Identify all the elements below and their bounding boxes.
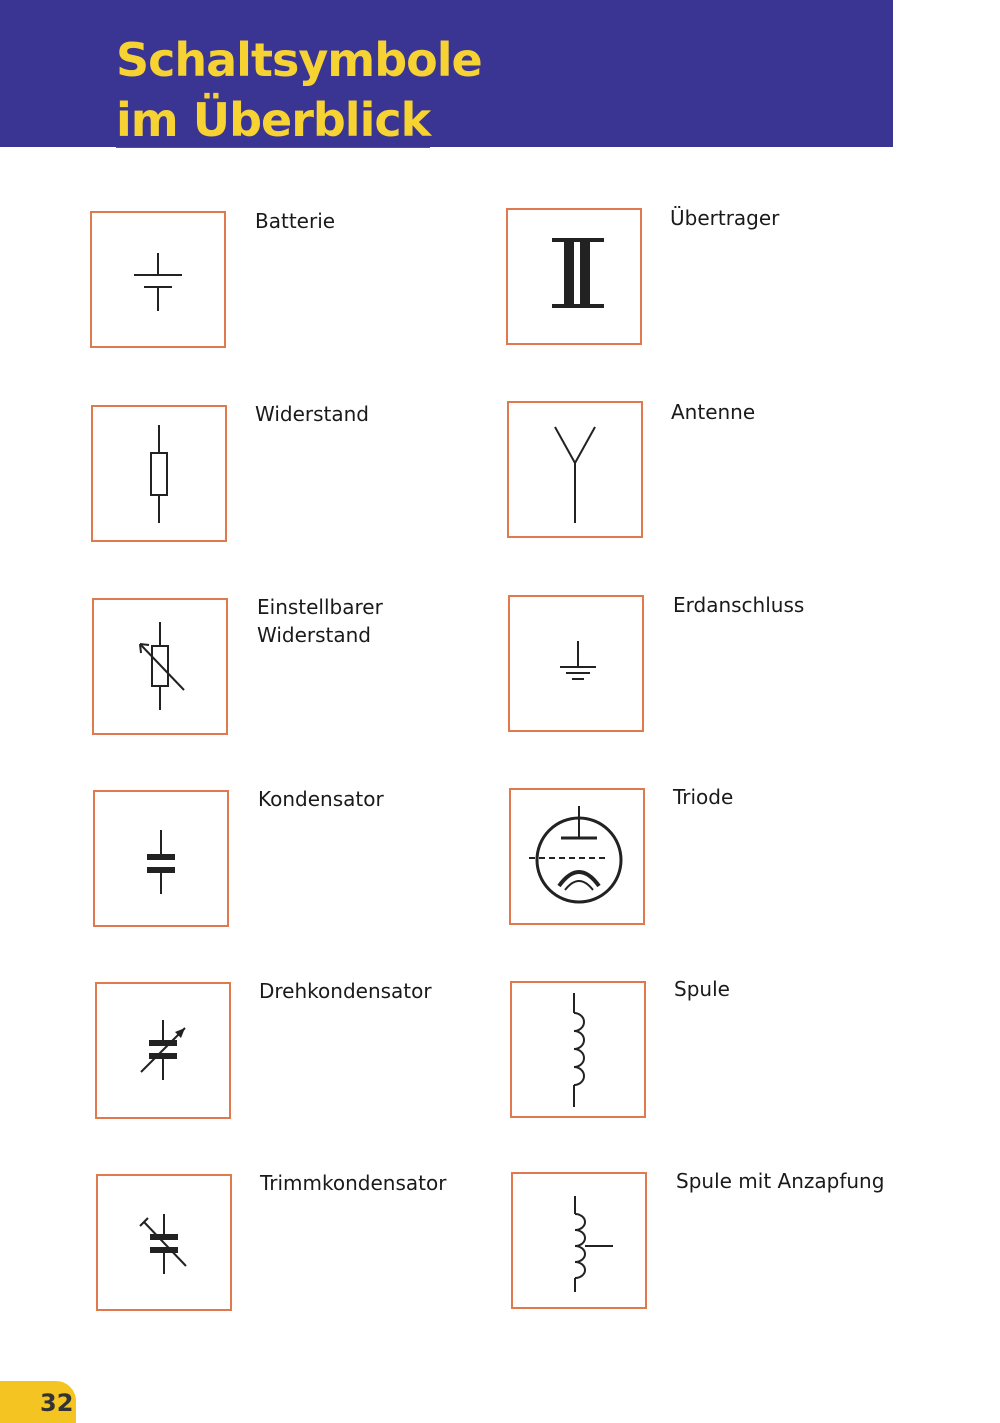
coil-icon bbox=[512, 983, 644, 1116]
symbol-box-coil bbox=[510, 981, 646, 1118]
symbol-box-capacitor bbox=[93, 790, 229, 927]
symbol-box-variable-capacitor bbox=[95, 982, 231, 1119]
page-number: 32 bbox=[40, 1389, 74, 1417]
label-triode: Triode bbox=[673, 785, 734, 809]
symbol-box-trimmer-capacitor bbox=[96, 1174, 232, 1311]
title-line-1: Schaltsymbole bbox=[116, 33, 482, 87]
ground-icon bbox=[510, 597, 642, 730]
label-transformer: Übertrager bbox=[670, 206, 780, 230]
label-antenna: Antenne bbox=[671, 400, 756, 424]
variable-resistor-icon bbox=[94, 600, 226, 733]
antenna-icon bbox=[509, 403, 641, 536]
symbol-box-battery bbox=[90, 211, 226, 348]
capacitor-icon bbox=[95, 792, 227, 925]
page-title bbox=[116, 30, 482, 150]
symbol-box-ground bbox=[508, 595, 644, 732]
resistor-icon bbox=[93, 407, 225, 540]
symbol-box-transformer bbox=[506, 208, 642, 345]
symbol-box-triode bbox=[509, 788, 645, 925]
label-resistor: Widerstand bbox=[255, 402, 370, 426]
transformer-icon bbox=[508, 210, 640, 343]
symbol-box-variable-resistor bbox=[92, 598, 228, 735]
title-line-2-text: im Überblick bbox=[116, 93, 431, 147]
trimmer-capacitor-icon bbox=[98, 1176, 230, 1309]
label-ground: Erdanschluss bbox=[673, 593, 805, 617]
symbol-box-resistor bbox=[91, 405, 227, 542]
label-battery: Batterie bbox=[255, 209, 336, 233]
symbol-box-tapped-coil bbox=[511, 1172, 647, 1309]
label-tapped-coil: Spule mit Anzapfung bbox=[676, 1169, 885, 1193]
label-coil: Spule bbox=[674, 977, 730, 1001]
label-trimmer-capacitor: Trimmkondensator bbox=[260, 1171, 447, 1195]
symbol-box-antenna bbox=[507, 401, 643, 538]
label-capacitor: Kondensator bbox=[258, 787, 384, 811]
triode-icon bbox=[511, 790, 643, 923]
tapped-coil-icon bbox=[513, 1174, 645, 1307]
label-variable-capacitor: Drehkondensator bbox=[259, 979, 432, 1003]
page-number-tab bbox=[0, 1381, 76, 1423]
variable-capacitor-icon bbox=[97, 984, 229, 1117]
title-line-2 bbox=[116, 90, 430, 150]
battery-icon bbox=[92, 213, 224, 346]
label-variable-resistor: Einstellbarer Widerstand bbox=[257, 595, 383, 647]
